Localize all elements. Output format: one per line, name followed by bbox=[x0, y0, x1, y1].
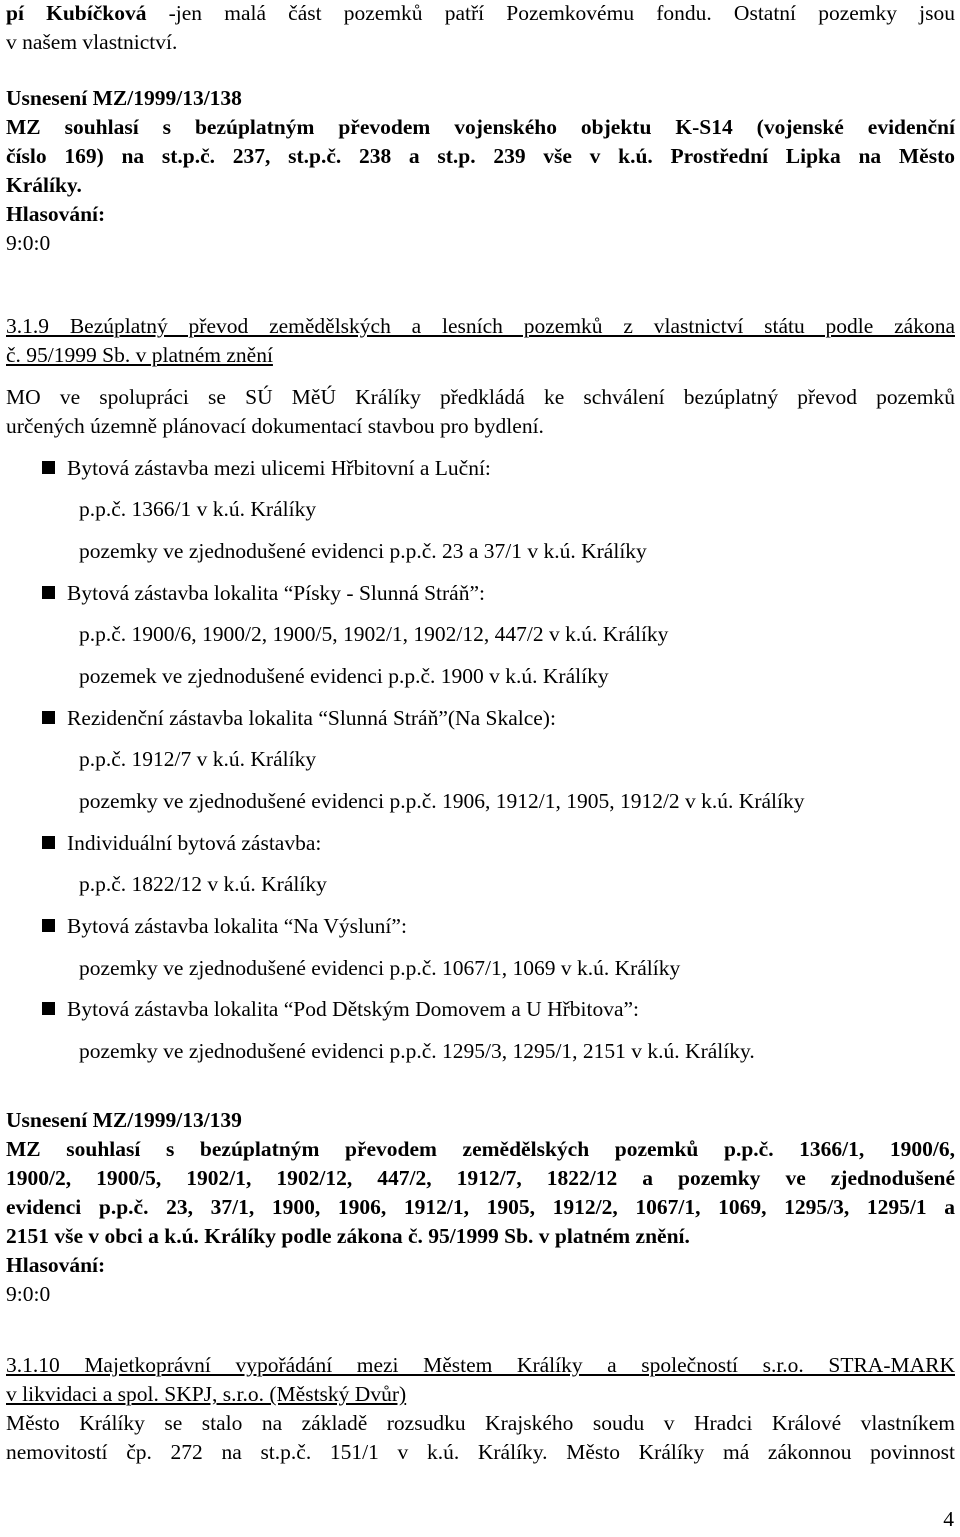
section-3110-title-line-1: 3.1.10 Majetkoprávní vypořádání mezi Městem Králíky a společností s.r.o. STRA-MARK bbox=[6, 1353, 955, 1377]
list-item bbox=[42, 455, 491, 481]
square-bullet-icon bbox=[42, 461, 55, 474]
section-3110-line-2: nemovitostí čp. 272 na st.p.č. 151/1 v k.ú. Králíky. Město Králíky má zákonnou povinnost bbox=[6, 1440, 955, 1464]
intro-line-2: v našem vlastnictví. bbox=[6, 30, 178, 54]
list-item bbox=[42, 996, 639, 1022]
section-3110-line-1: Město Králíky se stalo na základě rozsudku Krajského soudu v Hradci Králové vlastníkem bbox=[6, 1411, 955, 1435]
section-3110-title-line-2: v likvidaci a spol. SKPJ, s.r.o. (Městský Dvůr) bbox=[6, 1382, 407, 1406]
section-319-title-line-1: 3.1.9 Bezúplatný převod zemědělských a lesních pozemků z vlastnictví státu podle zákona bbox=[6, 314, 955, 338]
list-item-detail: pozemky ve zjednodušené evidenci p.p.č. 1295/3, 1295/1, 2151 v k.ú. Králíky. bbox=[79, 1039, 755, 1063]
list-item-detail: p.p.č. 1912/7 v k.ú. Králíky bbox=[79, 747, 317, 771]
list-item-label: Rezidenční zástavba lokalita “Slunná Stráň”(Na Skalce): bbox=[67, 706, 556, 730]
resolution-139-line-1: MZ souhlasí s bezúplatným převodem zemědělských pozemků p.p.č. 1366/1, 1900/6, bbox=[6, 1137, 955, 1161]
square-bullet-icon bbox=[42, 1002, 55, 1015]
section-319-intro-line-1: MO ve spolupráci se SÚ MěÚ Králíky předkládá ke schválení bezúplatný převod pozemků bbox=[6, 385, 955, 409]
list-item-label: Bytová zástavba mezi ulicemi Hřbitovní a Luční: bbox=[67, 456, 491, 480]
resolution-139-vote-result: 9:0:0 bbox=[6, 1282, 51, 1306]
resolution-139-line-4: 2151 vše v obci a k.ú. Králíky podle zákona č. 95/1999 Sb. v platném znění. bbox=[6, 1224, 690, 1248]
resolution-138-line-3: Králíky. bbox=[6, 173, 82, 197]
list-item-detail: p.p.č. 1366/1 v k.ú. Králíky bbox=[79, 497, 317, 521]
intro-name: pí Kubíčková bbox=[6, 1, 147, 25]
list-item-detail: pozemky ve zjednodušené evidenci p.p.č. 1067/1, 1069 v k.ú. Králíky bbox=[79, 956, 681, 980]
section-319-intro-line-2: určených územně plánovací dokumentací stavbou pro bydlení. bbox=[6, 414, 544, 438]
intro-line-1 bbox=[6, 0, 955, 26]
list-item-detail: pozemky ve zjednodušené evidenci p.p.č. 1906, 1912/1, 1905, 1912/2 v k.ú. Králíky bbox=[79, 789, 805, 813]
resolution-138-line-1: MZ souhlasí s bezúplatným převodem vojenského objektu K-S14 (vojenské evidenční bbox=[6, 115, 955, 139]
list-item bbox=[42, 705, 556, 731]
resolution-139-vote-label: Hlasování: bbox=[6, 1253, 106, 1277]
resolution-138-vote-result: 9:0:0 bbox=[6, 231, 51, 255]
list-item-label: Bytová zástavba lokalita “Na Výsluní”: bbox=[67, 914, 407, 938]
resolution-139-heading: Usnesení MZ/1999/13/139 bbox=[6, 1108, 242, 1132]
square-bullet-icon bbox=[42, 711, 55, 724]
square-bullet-icon bbox=[42, 586, 55, 599]
list-item-detail: p.p.č. 1900/6, 1900/2, 1900/5, 1902/1, 1902/12, 447/2 v k.ú. Králíky bbox=[79, 622, 669, 646]
section-319-title-line-2: č. 95/1999 Sb. v platném znění bbox=[6, 343, 273, 367]
resolution-138-heading: Usnesení MZ/1999/13/138 bbox=[6, 86, 242, 110]
list-item-label: Bytová zástavba lokalita “Pod Dětským Domovem a U Hřbitova”: bbox=[67, 997, 640, 1021]
resolution-139-line-2: 1900/2, 1900/5, 1902/1, 1902/12, 447/2, 1912/7, 1822/12 a pozemky ve zjednodušené bbox=[6, 1166, 955, 1190]
list-item-detail: pozemek ve zjednodušené evidenci p.p.č. 1900 v k.ú. Králíky bbox=[79, 664, 609, 688]
page-number: 4 bbox=[943, 1507, 954, 1531]
square-bullet-icon bbox=[42, 919, 55, 932]
resolution-138-vote-label: Hlasování: bbox=[6, 202, 106, 226]
square-bullet-icon bbox=[42, 836, 55, 849]
list-item-detail: pozemky ve zjednodušené evidenci p.p.č. 23 a 37/1 v k.ú. Králíky bbox=[79, 539, 647, 563]
list-item-label: Bytová zástavba lokalita “Písky - Slunná Stráň”: bbox=[67, 581, 485, 605]
list-item bbox=[42, 830, 321, 856]
list-item bbox=[42, 913, 407, 939]
resolution-138-line-2: číslo 169) na st.p.č. 237, st.p.č. 238 a st.p. 239 vše v k.ú. Prostřední Lipka na Město bbox=[6, 144, 955, 168]
resolution-139-line-3: evidenci p.p.č. 23, 37/1, 1900, 1906, 1912/1, 1905, 1912/2, 1067/1, 1069, 1295/3, 1295/1 a bbox=[6, 1195, 955, 1219]
intro-text: -jen malá část pozemků patří Pozemkovému fondu. Ostatní pozemky jsou bbox=[146, 1, 956, 25]
list-item-detail: p.p.č. 1822/12 v k.ú. Králíky bbox=[79, 872, 327, 896]
list-item bbox=[42, 580, 485, 606]
list-item-label: Individuální bytová zástavba: bbox=[67, 831, 322, 855]
